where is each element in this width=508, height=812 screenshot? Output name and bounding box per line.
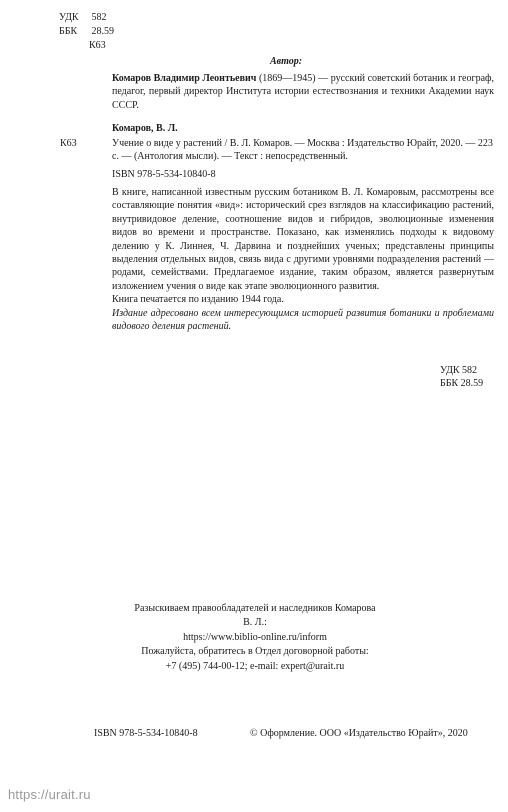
author-paragraph [112,72,494,112]
footer-copyright: © Оформление. ООО «Издательство Юрайт», 2020 [250,728,468,739]
catalog-code: К63 [60,138,77,149]
footer-isbn: ISBN 978-5-534-10840-8 [94,728,198,739]
right-udk: УДК 582 [440,365,478,376]
notice-line: Разыскиваем правообладателей и наследников Комарова В. Л.: [134,603,376,629]
right-bbk: ББК 28.59 [440,378,484,390]
notice-line: Пожалуйста, обратитесь в Отдел договорной работы: [141,646,369,658]
bbk-line [59,25,114,38]
notice-contact: +7 (495) 744-00-12; e-mail: expert@urait.ru [165,660,345,672]
catalog-heading: Комаров, В. Л. [112,123,178,134]
bbk-value: 28.59 [91,26,114,37]
right-index [440,364,483,391]
author-code-line [89,39,106,52]
udk-label: УДК [59,12,79,23]
catalog-isbn: ISBN 978-5-534-10840-8 [112,169,216,180]
udk-line [59,11,107,24]
annotation-edition-note: Книга печатается по изданию 1944 года. [112,294,284,306]
udk-value: 582 [91,12,107,23]
author-code: К63 [89,40,106,51]
annotation-paragraph: В книге, написанной известным русским ботаником В. Л. Комаровым, рассмотрены все составляющие понятия «вид»: исторический срез взглядов на классификацию растений, внутривидовое деление, соотношение видов и гибридов, эволюционные изменения видов во времени и пространстве. Показано, как изменялись подходы к видовому делению у К. Линнея, Ч. Дарвина и позднейших ученых; представлены принципы выделения отдельных видов, связь вида с другими уровнями подразделения растений — родами, семействами. Предлагаемое издание, таким образом, является развернутым изложением учения о виде как этапе эволюционного развития. [112,187,494,292]
author-name: Комаров Владимир Леонтьевич [112,73,257,84]
rights-notice [130,602,380,674]
catalog-description: Учение о виде у растений / В. Л. Комаров. — Москва : Издательство Юрайт, 2020. — 223 с. — (Антология мысли). — Текст : непосредственный. [112,138,493,163]
annotation [112,186,494,333]
author-bio: (1869—1945) — русский советский ботаник и географ, педагог, первый директор Института истории естествознания и техники Академии наук СССР. [112,73,495,111]
annotation-audience: Издание адресовано всем интересующимся историей развития ботаники и проблемами видового деления растений. [112,307,494,332]
watermark-url: https://urait.ru [8,787,91,802]
notice-link[interactable]: https://www.biblio-online.ru/inform [183,631,327,643]
bbk-label: ББК [59,26,78,37]
author-heading: Автор: [270,56,303,67]
